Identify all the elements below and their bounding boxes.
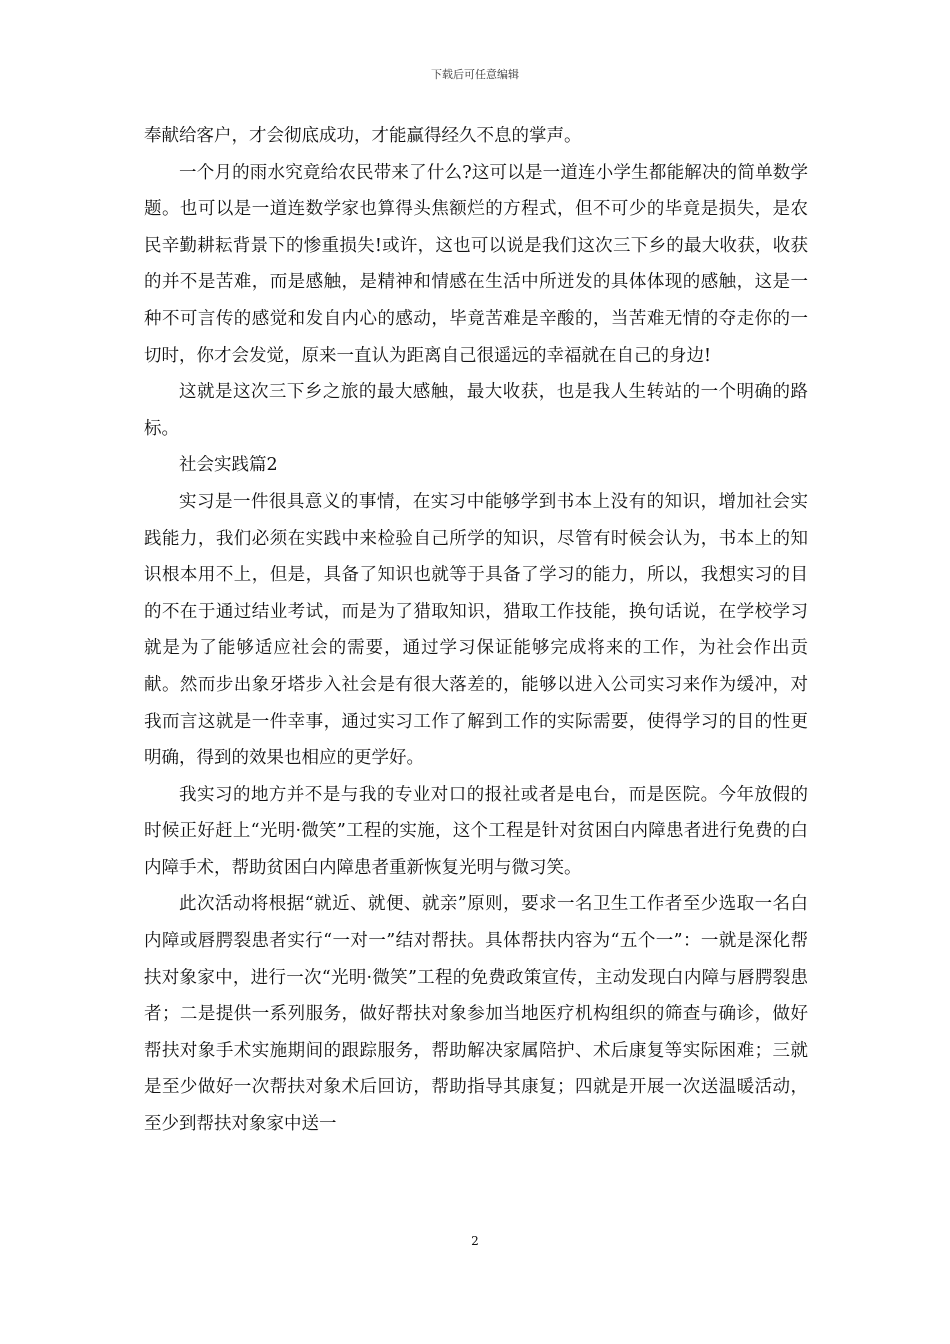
paragraph: 我实习的地方并不是与我的专业对口的报社或者是电台，而是医院。今年放假的时候正好赶上“光明·微笑”工程的实施，这个工程是针对贫困白内障患者进行免费的白内障手术，帮助贫困白内障患者重新恢复光明与微习笑。: [144, 784, 808, 878]
paragraph: 一个月的雨水究竟给农民带来了什么?这可以是一道连小学生都能解决的简单数学题。也可以是一道连数学家也算得头焦额烂的方程式，但不可少的毕竟是损失，是农民辛勤耕耘背景下的惨重损失!或许，这也可以说是我们这次三下乡的最大收获，收获的并不是苦难，而是感触，是精神和情感在生活中所迸发的具体体现的感触，这是一种不可言传的感觉和发自内心的感动，毕竟苦难是辛酸的，当苦难无情的夺走你的一切时，你才会发觉，原来一直认为距离自己很遥远的幸福就在自己的身边!: [144, 162, 808, 366]
page-number: 2: [471, 1234, 479, 1248]
paragraph: 此次活动将根据“就近、就便、就亲”原则，要求一名卫生工作者至少选取一名白内障或唇腭裂患者实行“一对一”结对帮扶。具体帮扶内容为“五个一”：一就是深化帮扶对象家中，进行一次“光明·微笑”工程的免费政策宣传，主动发现白内障与唇腭裂患者；二是提供一系列服务，做好帮扶对象参加当地医疗机构组织的筛查与确诊，做好帮扶对象手术实施期间的跟踪服务，帮助解决家属陪护、术后康复等实际困难；三就是至少做好一次帮扶对象术后回访，帮助指导其康复；四就是开展一次送温暖活动，至少到帮扶对象家中送一: [144, 894, 808, 1135]
paragraph: 实习是一件很具意义的事情，在实习中能够学到书本上没有的知识，增加社会实践能力，我们必须在实践中来检验自己所学的知识，尽管有时候会认为，书本上的知识根本用不上，但是，具备了知识也就等于具备了学习的能力，所以，我想实习的目的不在于通过结业考试，而是为了猎取知识，猎取工作技能，换句话说，在学校学习就是为了能够适应社会的需要，通过学习保证能够完成将来的工作，为社会作出贡献。然而步出象牙塔步入社会是有很大落差的，能够以进入公司实习来作为缓冲，对我而言这就是一件幸事，通过实习工作了解到工作的实际需要，使得学习的目的性更明确，得到的效果也相应的更学好。: [144, 491, 808, 769]
paragraph: 奉献给客户，才会彻底成功，才能赢得经久不息的掌声。: [144, 126, 582, 146]
paragraph: 这就是这次三下乡之旅的最大感触，最大收获，也是我人生转站的一个明确的路标。: [144, 382, 808, 439]
page-header-note: 下载后可任意编辑: [431, 68, 519, 81]
section-heading: 社会实践篇2: [179, 455, 278, 476]
document-body: [144, 118, 808, 1143]
